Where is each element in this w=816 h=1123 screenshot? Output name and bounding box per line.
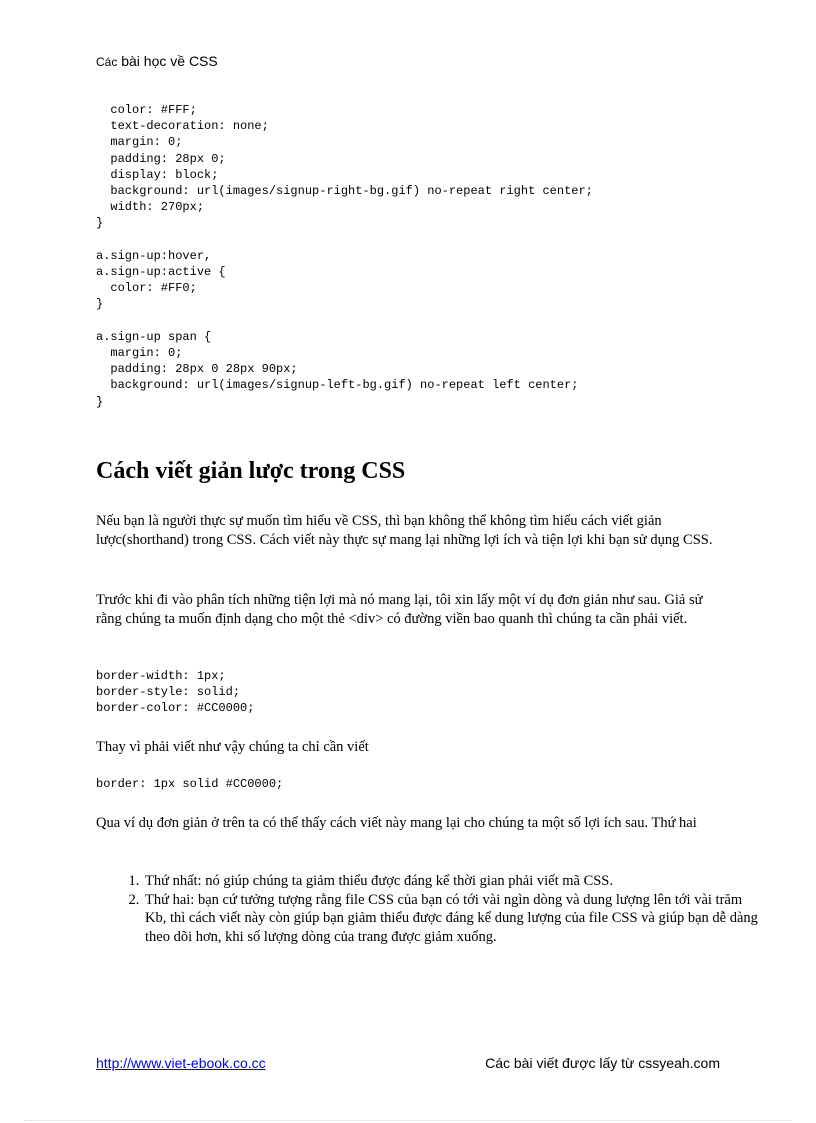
footer-source: Các bài viết được lấy từ cssyeah.com	[485, 1055, 720, 1071]
paragraph-intro: Nếu bạn là người thực sự muốn tìm hiểu về CSS, thì bạn không thể không tìm hiểu cách viết giản lược(shorthand) trong CSS. Cách viết này thực sự mang lại những lợi ích và tiện lợi khi bạn sử dụng CSS.	[96, 513, 713, 548]
paragraph-example: Trước khi đi vào phân tích những tiện lợi mà nó mang lại, tôi xin lấy một ví dụ đơn giản như sau. Giả sử rằng chúng ta muốn định dạng cho một thẻ <div> có đường viền bao quanh thì chúng ta cần phải viết.	[96, 592, 703, 627]
code-block-border-longhand: border-width: 1px; border-style: solid; border-color: #CC0000;	[96, 669, 255, 716]
section-title: Cách viết giản lược trong CSS	[96, 458, 406, 484]
footer-link[interactable]: http://www.viet-ebook.co.cc	[96, 1055, 266, 1071]
header-title: bài học về CSS	[117, 53, 218, 69]
benefits-list	[96, 872, 763, 946]
page-bottom-divider	[24, 1120, 792, 1121]
code-block-sign-up: color: #FFF; text-decoration: none; margin: 0; padding: 28px 0; display: block; background: url(images/signup-right-bg.gif) no-repeat right center; width: 270px; } a.sign-up:hover, a.sign-up:active { color: #FF0; } a.sign-up span { margin: 0; padding: 28px 0 28px 90px; background: url(images/signup-left-bg.gif) no-repeat left center; }	[96, 103, 593, 409]
code-block-border-shorthand: border: 1px solid #CC0000;	[96, 777, 284, 791]
paragraph-instead: Thay vì phải viết như vậy chúng ta chỉ cần viết	[96, 739, 369, 755]
header-prefix: Các	[96, 55, 118, 69]
list-item: 1. Thứ nhất: nó giúp chúng ta giảm thiểu được đáng kể thời gian phải viết mã CSS.	[143, 872, 763, 891]
paragraph-benefits: Qua ví dụ đơn giản ở trên ta có thể thấy cách viết này mang lại cho chúng ta một số lợi ích sau. Thứ hai	[96, 815, 697, 831]
list-item: 2. Thứ hai: bạn cứ tưởng tượng rằng file CSS của bạn có tới vài ngìn dòng và dung lượng lên tới vài trăm Kb, thì cách viết này còn giúp bạn giảm thiểu được đáng kể dung lượng của file CSS và giúp bạn dễ dàng theo dõi hơn, khi số lượng dòng của trang được giảm xuống.	[143, 891, 763, 947]
page-header	[96, 53, 218, 69]
